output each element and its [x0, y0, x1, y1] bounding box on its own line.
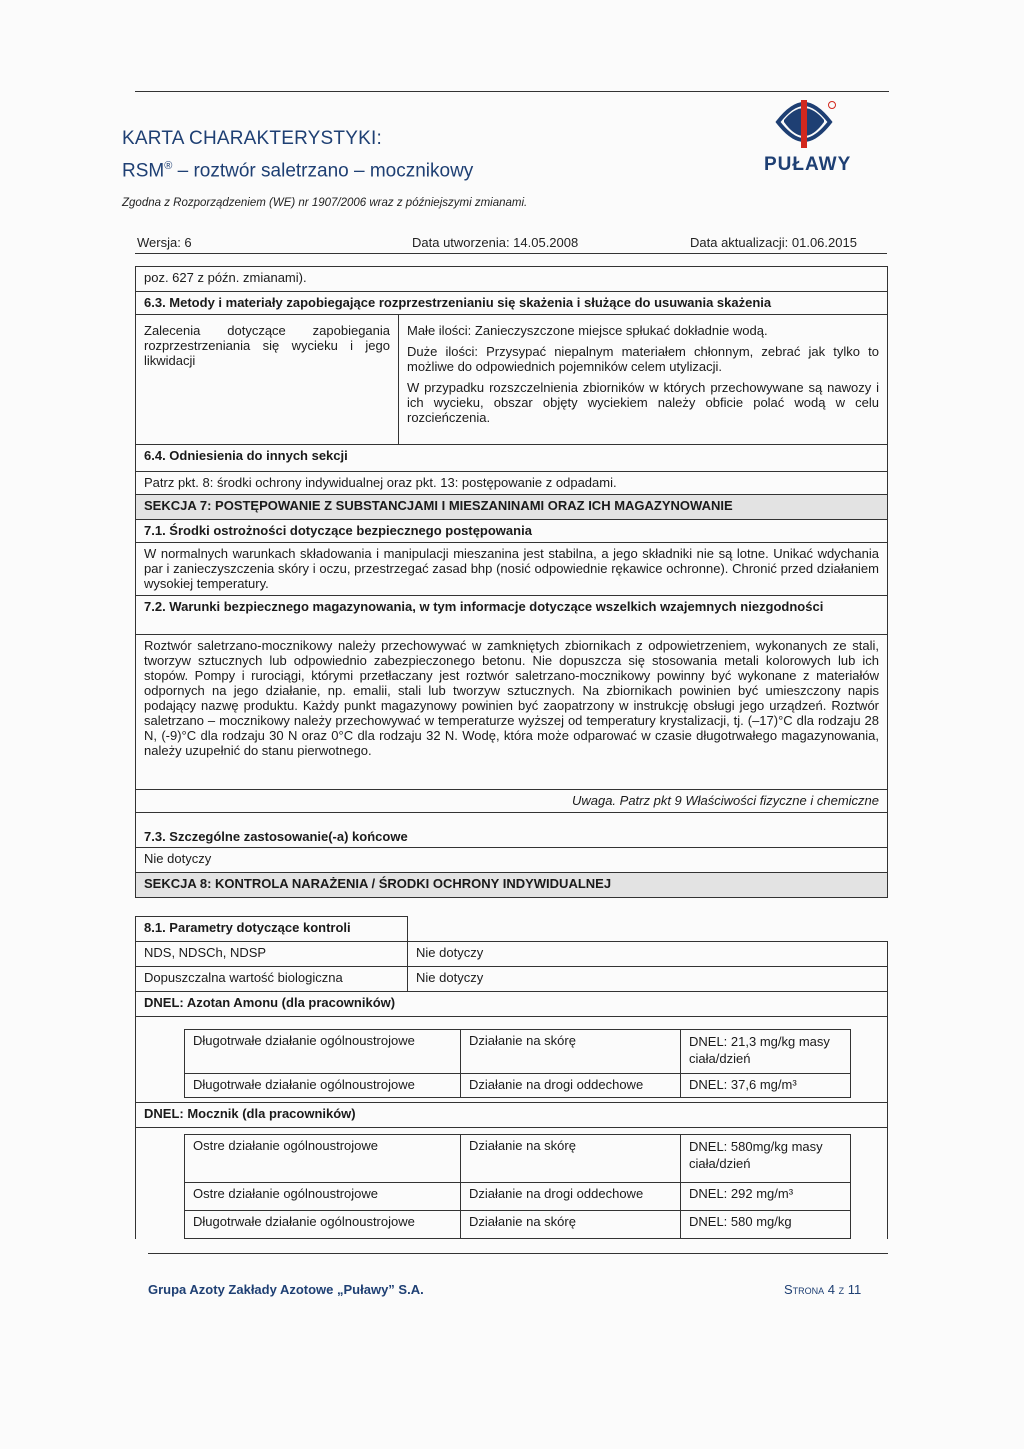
dnel-route: Działanie na drogi oddechowe — [461, 1183, 681, 1211]
section-6-3-right — [399, 315, 888, 445]
section-7-1-text: W normalnych warunkach składowania i manipulacji mieszanina jest stabilna, a jego składniki nie są lotne. Unikać wdychania par i zanieczyszczenia skóry i oczu, przestrzegać zasad bhp (nosić odpowiednie rękawice ochronne). Chronić przed działaniem wysokiej temperatury. — [136, 543, 888, 596]
section-8-table — [135, 916, 888, 1239]
section-7-3-title: 7.3. Szczególne zastosowanie(-a) końcowe — [136, 813, 888, 848]
table-row — [136, 942, 888, 967]
dnel-value: DNEL: 292 mg/m³ — [681, 1183, 851, 1211]
continuation-text: poz. 627 z późn. zmianami). — [136, 267, 888, 292]
table-row — [136, 596, 888, 635]
created-date: Data utworzenia: 14.05.2008 — [412, 235, 579, 250]
page-number: Strona 4 z 11 — [784, 1282, 862, 1297]
dnel-value: DNEL: 21,3 mg/kg masy ciała/dzień — [681, 1030, 851, 1074]
dnel-value: DNEL: 580 mg/kg — [681, 1211, 851, 1239]
table-row — [185, 1135, 851, 1183]
table-row — [136, 873, 888, 898]
section-7-3-text: Nie dotyczy — [136, 848, 888, 873]
dnel-route: Działanie na skórę — [461, 1211, 681, 1239]
table-row — [136, 635, 888, 790]
updated-date: Data aktualizacji: 01.06.2015 — [690, 235, 857, 250]
dnel-mocz-title: DNEL: Mocznik (dla pracowników) — [136, 1103, 888, 1128]
table-row — [185, 1211, 851, 1239]
dnel-effect: Ostre działanie ogólnoustrojowe — [185, 1135, 461, 1183]
product-name: RSM® – roztwór saletrzano – mocznikowy — [122, 160, 474, 182]
param-name: NDS, NDSCh, NDSP — [136, 942, 408, 967]
table-row — [136, 992, 888, 1017]
table-row — [136, 1017, 888, 1103]
table-row — [136, 1128, 888, 1240]
small-quantities-text: Małe ilości: Zanieczyszczone miejsce spłukać dokładnie wodą. — [407, 323, 768, 338]
dnel-route: Działanie na skórę — [461, 1030, 681, 1074]
section-7-2-text: Roztwór saletrzano-mocznikowy należy przechowywać w zamkniętych zbiornikach z odpowietrzeniem, wykonanych ze stali, tworzyw sztucznych lub odpowiednio zabezpieczonego betonu. Nie dopuszcza się stosowania metali kolorowych lub ich stopów. Pompy i rurociągi, którymi przetłaczany jest roztwór saletrzano-mocznikowy powinny być wykonane z materiałów odpornych na jego działanie, np. emalii, stali lub tworzyw sztucznych. Na zbiornikach powinien być umieszczony napis podający nazwę produktu. Każdy punkt magazynowy powinien być zaopatrzony w instrukcję obsługi jego urządzeń. Roztwór saletrzano – mocznikowy należy przechowywać w temperaturze wyższej od temperatury krystalizacji, tj. (–17)°C dla rodzaju 28 N, (-9)°C dla rodzaju 30 N oraz 0°C dla rodzaju 32 N. Wodę, która może odparować w czasie długotrwałego magazynowania, należy uzupełnić do stanu pierwotnego. — [136, 635, 888, 790]
section-8-title: SEKCJA 8: KONTROLA NARAŻENIA / ŚRODKI OCHRONY INDYWIDUALNEJ — [136, 873, 888, 898]
dnel-mocz-table — [184, 1134, 851, 1239]
section-7-1-title: 7.1. Środki ostrożności dotyczące bezpiecznego postępowania — [136, 520, 888, 543]
table-row — [136, 848, 888, 873]
section-7-title: SEKCJA 7: POSTĘPOWANIE Z SUBSTANCJAMI I MIESZANINAMI ORAZ ICH MAGAZYNOWANIE — [136, 495, 888, 520]
version-label: Wersja: 6 — [137, 235, 192, 250]
dnel-value: DNEL: 580mg/kg masy ciała/dzień — [681, 1135, 851, 1183]
param-value: Nie dotyczy — [408, 967, 888, 992]
section-6-3-title: 6.3. Metody i materiały zapobiegające rozprzestrzenianiu się skażenia i służące do usuwania skażenia — [136, 292, 888, 315]
dnel-effect: Ostre działanie ogólnoustrojowe — [185, 1183, 461, 1211]
header-top-rule — [135, 91, 889, 92]
regulation-note: Zgodna z Rozporządzeniem (WE) nr 1907/2006 wraz z późniejszymi zmianami. — [122, 197, 528, 209]
tank-leak-text: W przypadku rozszczelnienia zbiorników w których przechowywane są nawozy i ich wycieku, obszar objęty wyciekiem należy obficie polać wodą w celu rozcieńczenia. — [407, 380, 879, 425]
table-row — [136, 445, 888, 472]
dnel-amon-table — [184, 1029, 851, 1098]
pulawy-logo — [758, 100, 850, 182]
table-row — [136, 1103, 888, 1128]
param-name: Dopuszczalna wartość biologiczna — [136, 967, 408, 992]
document-title: KARTA CHARAKTERYSTYKI: — [122, 128, 382, 149]
section-6-4-title: 6.4. Odniesienia do innych sekcji — [136, 445, 888, 472]
table-row — [136, 917, 888, 942]
section-6-3-left: Zalecenia dotyczące zapobiegania rozprzestrzeniania się wycieku i jego likwidacji — [136, 315, 399, 445]
header-bottom-rule — [135, 253, 887, 254]
table-row — [136, 315, 888, 445]
large-quantities-text: Duże ilości: Przysypać niepalnym materiałem chłonnym, zebrać jak tylko to możliwe do odpowiednich pojemników celem utylizacji. — [407, 344, 879, 374]
table-row — [185, 1183, 851, 1211]
sds-main-table — [135, 266, 888, 898]
footer-rule — [148, 1253, 888, 1254]
table-row — [136, 520, 888, 543]
table-row — [136, 495, 888, 520]
section-6-4-text: Patrz pkt. 8: środki ochrony indywidualnej oraz pkt. 13: postępowanie z odpadami. — [136, 472, 888, 495]
table-row — [185, 1030, 851, 1074]
section-7-2-title: 7.2. Warunki bezpiecznego magazynowania, w tym informacje dotyczące wszelkich wzajemnych niezgodności — [136, 596, 888, 635]
table-row — [136, 790, 888, 813]
dnel-route: Działanie na drogi oddechowe — [461, 1074, 681, 1098]
dnel-value: DNEL: 37,6 mg/m³ — [681, 1074, 851, 1098]
table-row — [136, 267, 888, 292]
dnel-amon-title: DNEL: Azotan Amonu (dla pracowników) — [136, 992, 888, 1017]
table-row — [136, 813, 888, 848]
table-row — [136, 472, 888, 495]
param-value: Nie dotyczy — [408, 942, 888, 967]
dnel-effect: Długotrwałe działanie ogólnoustrojowe — [185, 1030, 461, 1074]
table-row — [185, 1074, 851, 1098]
dnel-route: Działanie na skórę — [461, 1135, 681, 1183]
logo-wordmark: PUŁAWY — [764, 154, 852, 175]
company-name: Grupa Azoty Zakłady Azotowe „Puławy” S.A. — [148, 1282, 424, 1297]
table-row — [136, 543, 888, 596]
section-7-2-note: Uwaga. Patrz pkt 9 Właściwości fizyczne i chemiczne — [136, 790, 888, 813]
dnel-effect: Długotrwałe działanie ogólnoustrojowe — [185, 1211, 461, 1239]
dnel-effect: Długotrwałe działanie ogólnoustrojowe — [185, 1074, 461, 1098]
table-row — [136, 967, 888, 992]
section-8-1-title: 8.1. Parametry dotyczące kontroli — [136, 917, 408, 942]
table-row — [136, 292, 888, 315]
